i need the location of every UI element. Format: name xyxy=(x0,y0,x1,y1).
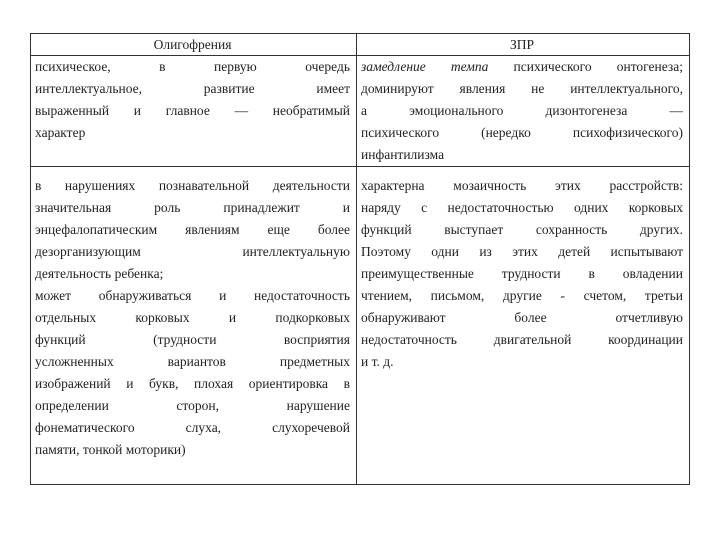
text-line: памяти, тонкой моторики) xyxy=(35,442,186,457)
text-line: преимущественные трудности в овладении xyxy=(361,266,683,281)
text-line: определении сторон, нарушение xyxy=(35,398,350,413)
text-line: Поэтому одни из этих детей испытывают xyxy=(361,244,683,259)
table-row xyxy=(31,56,690,167)
header-oligophrenia: Олигофрения xyxy=(31,34,357,56)
header-zpr: ЗПР xyxy=(357,34,690,56)
comparison-table xyxy=(30,33,690,485)
text-segment: психического онтогенеза; xyxy=(488,59,683,74)
text-line: может обнаруживаться и недостаточность xyxy=(35,288,350,303)
header-row xyxy=(31,34,690,56)
text-line: выраженный и главное — необратимый xyxy=(35,103,350,118)
text-line: усложненных вариантов предметных xyxy=(35,354,350,369)
text-line: изображений и букв, плохая ориентировка в xyxy=(35,376,350,391)
text-line: деятельность ребенка; xyxy=(35,266,164,281)
text-line: психическое, в первую очередь xyxy=(35,59,350,74)
cell-zpr-cognition xyxy=(357,167,690,485)
text-line: недостаточность двигательной координации xyxy=(361,332,683,347)
text-line: энцефалопатическим явлениям еще более xyxy=(35,222,350,237)
text-line: и т. д. xyxy=(361,354,394,369)
table-row xyxy=(31,167,690,485)
text-line: доминируют явления не интеллектуального, xyxy=(361,81,683,96)
text-line: инфантилизма xyxy=(361,147,445,162)
text-line: характерна мозаичность этих расстройств: xyxy=(361,178,683,193)
text-line xyxy=(361,56,683,78)
text-line: характер xyxy=(35,125,86,140)
cell-oligophrenia-cognition xyxy=(31,167,357,485)
text-line: чтением, письмом, другие - счетом, третьи xyxy=(361,288,683,303)
text-line: наряду с недостаточностью одних корковых xyxy=(361,200,683,215)
cell-zpr-development xyxy=(357,56,690,167)
cell-oligophrenia-development xyxy=(31,56,357,167)
text-line: а эмоционального дизонтогенеза — xyxy=(361,103,683,118)
text-line: обнаруживают более отчетливую xyxy=(361,310,683,325)
text-line: психического (нередко психофизического) xyxy=(361,125,683,140)
text-line: интеллектуальное, развитие имеет xyxy=(35,81,350,96)
text-line: дезорганизующим интеллектуальную xyxy=(35,244,350,259)
text-line: фонематического слуха, слухоречевой xyxy=(35,420,350,435)
text-line: значительная роль принадлежит и xyxy=(35,200,350,215)
text-line: в нарушениях познавательной деятельности xyxy=(35,178,350,193)
italic-phrase: замедление темпа xyxy=(361,59,489,74)
text-line: отдельных корковых и подкорковых xyxy=(35,310,350,325)
text-line: функций выступает сохранность других. xyxy=(361,222,683,237)
text-line: функций (трудности восприятия xyxy=(35,332,350,347)
